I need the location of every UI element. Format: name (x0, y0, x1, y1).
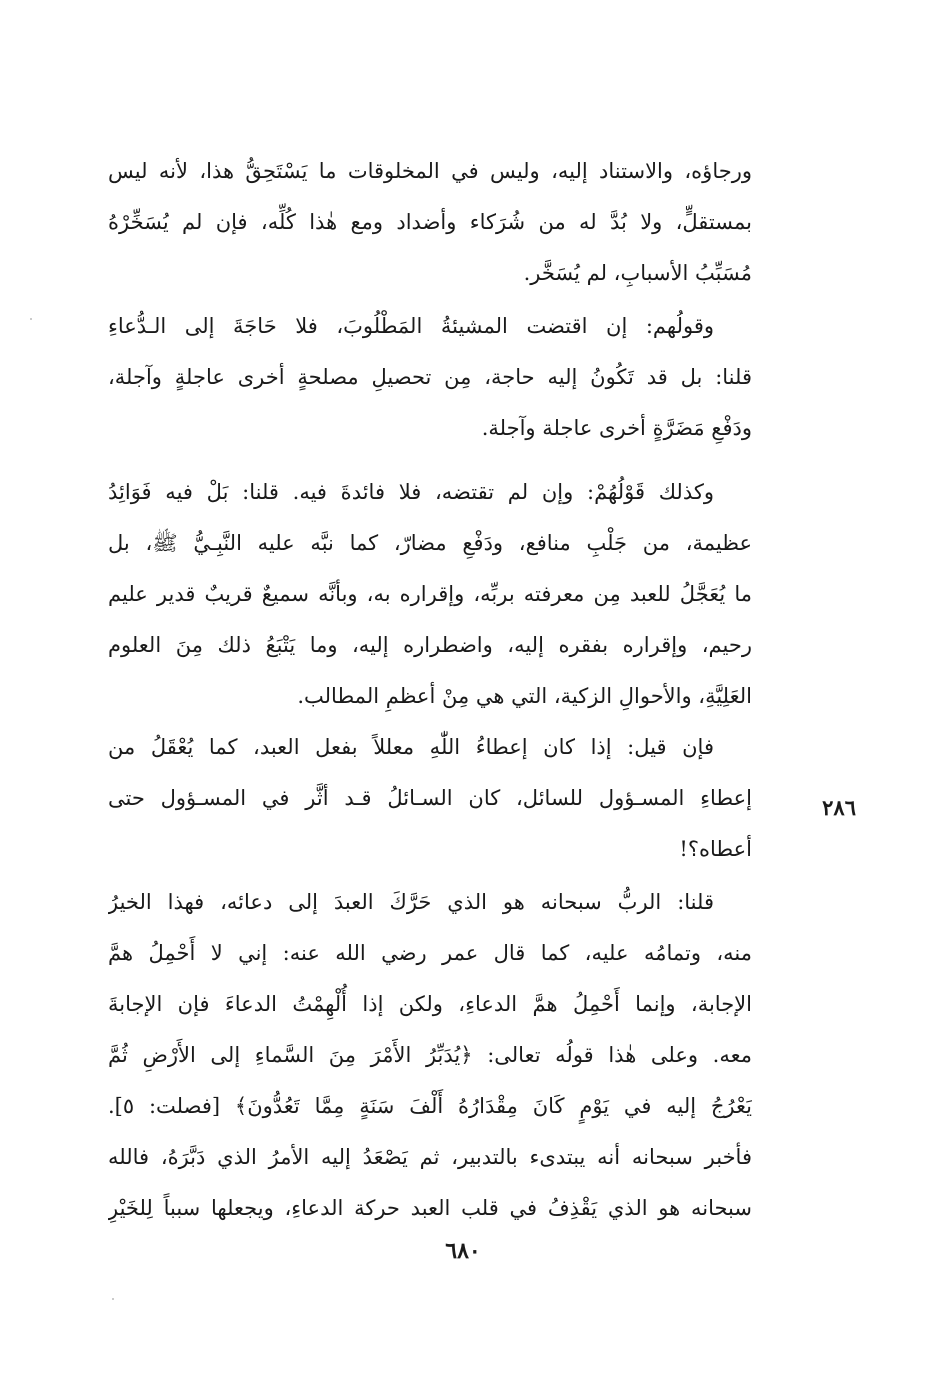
text-line: ودَفْعِ مَضَرَّةٍ أخرى عاجلة وآجلة. (481, 416, 752, 440)
paragraph-5 (108, 877, 752, 1234)
paragraph-4 (108, 722, 752, 875)
text-line: قلنا: بل قد تَكُونُ إليه حاجة، مِن تحصيلِ مصلحةٍ أخرى عاجلةٍ وآجلة، (108, 365, 752, 389)
text-line: منه، وتمامُه عليه، كما قال عمر رضي الله عنه: إني لا أَحْمِلُ همَّ (108, 941, 752, 965)
text-line: مُسَبِّبُ الأسبابِ، لم يُسَخَّر. (523, 261, 752, 285)
text-line: ما يُعَجَّلُ للعبد مِن معرفته بربِّه، وإقراره به، وبأنَّه سميعٌ قريبٌ قدير عليم (108, 582, 752, 606)
text-line: وكذلك قَوْلُهُمْ: وإن لم تقتضه، فلا فائدةَ فيه. قلنا: بَلْ فيه فَوَائِدُ (108, 480, 714, 504)
text-line: معه. وعلى هٰذا قولُه تعالى: ﴿يُدَبِّرُ الأَمْرَ مِنَ السَّماءِ إلى الأَرْضِ ثُمَّ (108, 1043, 752, 1067)
text-line: ورجاؤه، والاستناد إليه، وليس في المخلوقات ما يَسْتَحِقُّ هذا، لأنه ليس (108, 159, 752, 183)
text-line: بمستقلٍّ، ولا بُدَّ له من شُرَكاء وأضداد ومع هٰذا كُلِّه، فإن لم يُسَخِّرْهُ (108, 210, 752, 234)
text-line: فإن قيل: إذا كان إعطاءُ اللّٰهِ معللاً بفعل العبد، كما يُعْقَلُ من (108, 735, 714, 759)
text-line: يَعْرُجُ إليه في يَوْمٍ كَانَ مِقْدَارُهُ أَلْفَ سَنَةٍ مِمَّا تَعُدُّونَ﴾ [فصلت: ٥]. (108, 1094, 752, 1118)
margin-page-reference: ٢٨٦ (822, 795, 856, 820)
scan-speck (30, 318, 32, 320)
scan-speck (112, 1298, 114, 1300)
paragraph-3 (108, 467, 752, 722)
text-line: العَلِيَّةِ، والأحوالِ الزكية، التي هي مِنْ أعظمِ المطالب. (297, 684, 752, 708)
paragraph-1 (108, 146, 752, 299)
text-line: فأخبر سبحانه أنه يبتدىء بالتدبير، ثم يَصْعَدُ إليه الأمرُ الذي دَبَّرَهُ، فالله (108, 1145, 752, 1169)
page-number: ٦٨٠ (445, 1238, 481, 1264)
text-line: وقولُهم: إن اقتضت المشيئةُ المَطْلُوبَ، فلا حَاجَةَ إلى الـدُّعاءِ (108, 314, 714, 338)
text-line: سبحانه هو الذي يَقْذِفُ في قلب العبد حركة الدعاءِ، ويجعلها سبباً لِلخَيْرِ (108, 1196, 752, 1220)
text-line: الإجابة، وإنما أَحْمِلُ همَّ الدعاءِ، ولكن إذا أُلْهِمْتُ الدعاءَ فإن الإجابةَ (108, 992, 752, 1016)
text-line: عظيمة، من جَلْبِ منافع، ودَفْعِ مضارّ، كما نبَّه عليه النَّبِـيُّ ﷺ، بل (108, 531, 752, 555)
text-line: رحيم، وإقراره بفقره إليه، واضطراره إليه، وما يَتْبَعُ ذلك مِنَ العلوم (108, 633, 752, 657)
paragraph-2 (108, 301, 752, 454)
text-line: إعطاءِ المسـؤول للسائل، كان السـائلُ قـد أثَّر في المسـؤول حتى (108, 786, 752, 810)
text-line: أعطاه؟! (679, 837, 752, 861)
text-line: قلنا: الربُّ سبحانه هو الذي حَرَّكَ العبدَ إلى دعائه، فهذا الخيرُ (108, 890, 714, 914)
